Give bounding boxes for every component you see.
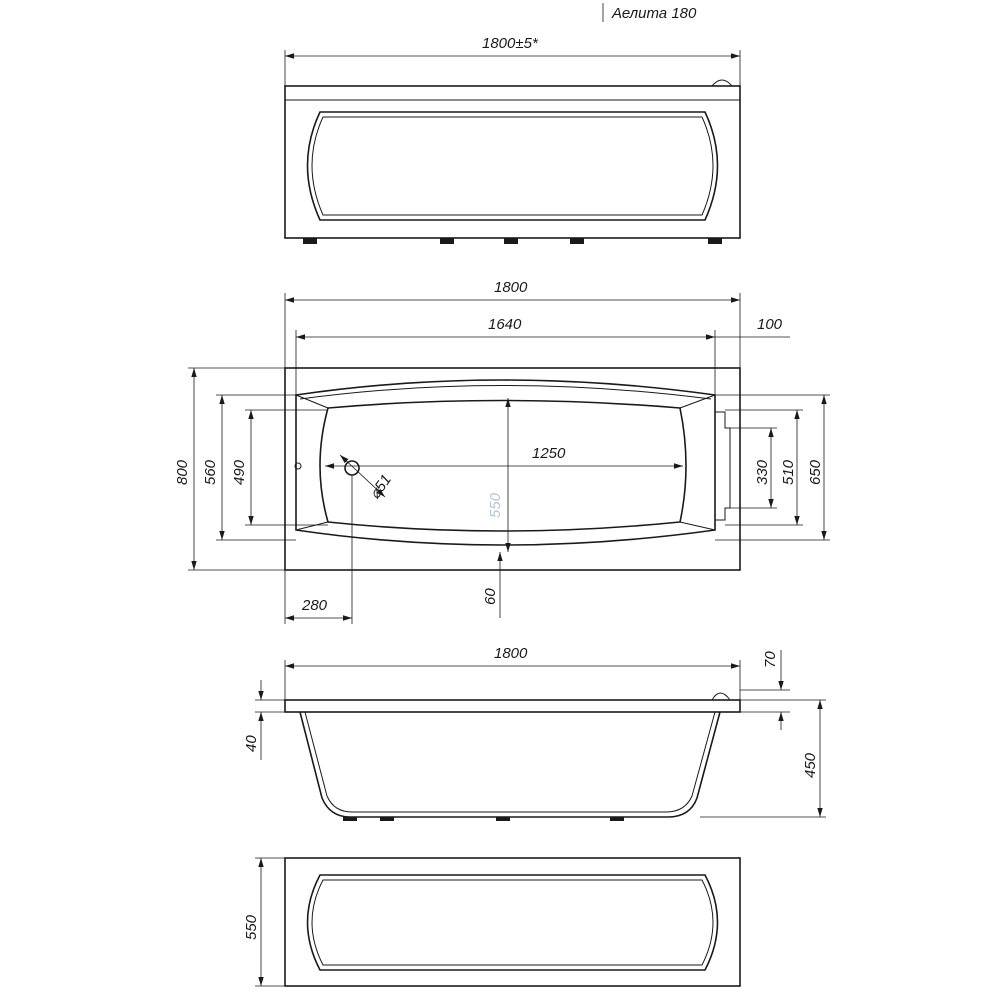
dimension-label-800: 800 bbox=[174, 459, 191, 485]
dimension-label-40: 40 bbox=[243, 735, 260, 752]
dimension-label-1250: 1250 bbox=[532, 445, 566, 462]
dimension-label-650: 650 bbox=[807, 459, 824, 485]
top-plan-view bbox=[174, 279, 830, 624]
foot bbox=[343, 817, 357, 821]
tub-body bbox=[300, 712, 720, 817]
panel-recess-inner bbox=[312, 880, 713, 965]
foot bbox=[440, 238, 454, 244]
foot bbox=[380, 817, 394, 821]
ghost-label-550: 550 bbox=[487, 492, 504, 518]
dimension-label-560: 560 bbox=[202, 459, 219, 485]
dimension-label-d51: ⌀51 bbox=[366, 471, 396, 503]
foot bbox=[504, 238, 518, 244]
dimension-label-60: 60 bbox=[482, 588, 499, 605]
dimension-label-510: 510 bbox=[780, 459, 797, 485]
dimension-label-450: 450 bbox=[802, 752, 819, 778]
dimension-label-1800-side: 1800 bbox=[494, 645, 528, 662]
tub-notch bbox=[715, 412, 730, 520]
dimension-label-1800-tol: 1800±5* bbox=[482, 35, 538, 52]
foot bbox=[610, 817, 624, 821]
bowl-outline bbox=[296, 380, 715, 545]
panel-recess bbox=[308, 875, 718, 970]
dimension-label-280: 280 bbox=[302, 597, 328, 614]
drain-hole bbox=[345, 461, 359, 475]
panel-recess-inner bbox=[312, 117, 713, 215]
tub-body-inner bbox=[305, 712, 715, 812]
foot bbox=[496, 817, 510, 821]
rim-bump bbox=[712, 693, 730, 700]
dimension-label-100: 100 bbox=[757, 316, 783, 333]
drawing-title: Аелита 180 bbox=[612, 5, 697, 22]
dimension-label-70: 70 bbox=[762, 651, 779, 668]
bottom-panel-view bbox=[243, 858, 740, 986]
tub-rim-outline bbox=[285, 368, 740, 570]
front-panel-view bbox=[285, 35, 740, 244]
dimension-label-550: 550 bbox=[243, 914, 260, 940]
foot bbox=[303, 238, 317, 244]
foot bbox=[708, 238, 722, 244]
side-section-view bbox=[243, 645, 826, 821]
dimension-label-330: 330 bbox=[754, 459, 771, 485]
panel-recess bbox=[308, 112, 718, 220]
corner-line bbox=[296, 522, 328, 530]
rim-bump bbox=[712, 80, 732, 86]
tub-rim bbox=[285, 700, 740, 712]
dimension-label-1640: 1640 bbox=[488, 316, 522, 333]
panel-outline bbox=[285, 858, 740, 986]
dimension-label-490: 490 bbox=[231, 459, 248, 485]
foot bbox=[570, 238, 584, 244]
corner-line bbox=[680, 522, 715, 530]
dimension-label-1800: 1800 bbox=[494, 279, 528, 296]
